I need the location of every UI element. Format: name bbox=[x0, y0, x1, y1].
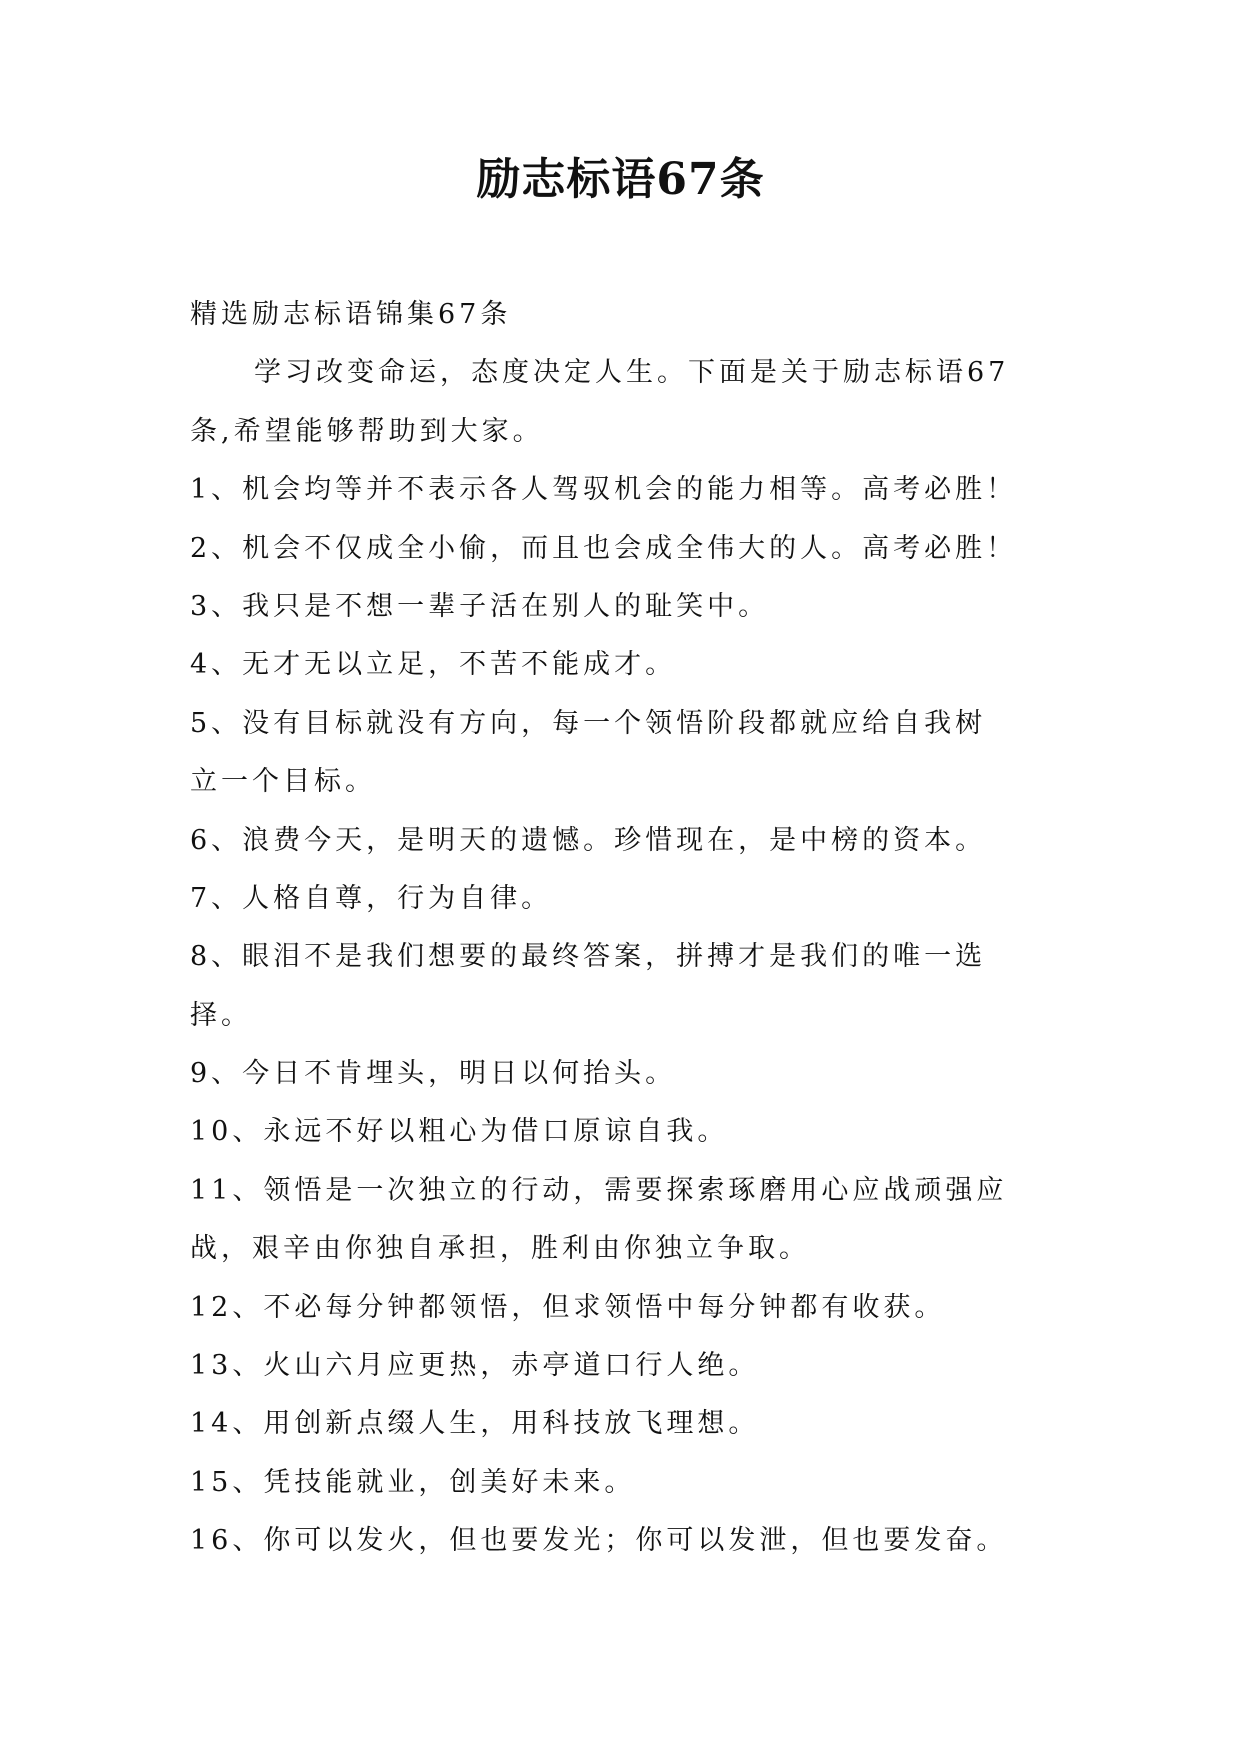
slogan-line-5-continued: 立一个目标。 bbox=[190, 766, 376, 798]
slogan-line-9: 9、今日不肯埋头，明日以何抬头。 bbox=[190, 1058, 677, 1090]
slogan-line-16: 16、你可以发火，但也要发光；你可以发泄，但也要发奋。 bbox=[190, 1525, 1008, 1557]
slogan-line-11-continued: 战，艰辛由你独自承担，胜利由你独立争取。 bbox=[190, 1233, 810, 1265]
slogan-line-13: 13、火山六月应更热，赤亭道口行人绝。 bbox=[190, 1350, 760, 1382]
slogan-line-8: 8、眼泪不是我们想要的最终答案，拼搏才是我们的唯一选 bbox=[190, 941, 987, 973]
intro-line: 学习改变命运，态度决定人生。下面是关于励志标语67 bbox=[254, 357, 1010, 389]
slogan-line-12: 12、不必每分钟都领悟，但求领悟中每分钟都有收获。 bbox=[190, 1291, 946, 1323]
slogan-line-11: 11、领悟是一次独立的行动，需要探索琢磨用心应战顽强应 bbox=[190, 1174, 1008, 1206]
slogan-line-15: 15、凭技能就业，创美好未来。 bbox=[190, 1466, 636, 1498]
slogan-line-1: 1、机会均等并不表示各人驾驭机会的能力相等。高考必胜！ bbox=[190, 474, 1018, 506]
slogan-line-6: 6、浪费今天，是明天的遗憾。珍惜现在，是中榜的资本。 bbox=[190, 824, 987, 856]
slogan-line-10: 10、永远不好以粗心为借口原谅自我。 bbox=[190, 1116, 729, 1148]
slogan-line-7: 7、人格自尊，行为自律。 bbox=[190, 882, 553, 914]
slogan-line-4: 4、无才无以立足，不苦不能成才。 bbox=[190, 649, 677, 681]
slogan-line-3: 3、我只是不想一辈子活在别人的耻笑中。 bbox=[190, 590, 770, 622]
page-title: 励志标语67条 bbox=[476, 154, 765, 205]
intro-line-continued: 条,希望能够帮助到大家。 bbox=[190, 415, 544, 447]
document-body bbox=[190, 286, 1060, 1571]
slogan-line-14: 14、用创新点缀人生，用科技放飞理想。 bbox=[190, 1408, 760, 1440]
slogan-line-8-continued: 择。 bbox=[190, 999, 252, 1031]
subtitle-line: 精选励志标语锦集67条 bbox=[190, 299, 512, 330]
slogan-line-2: 2、机会不仅成全小偷，而且也会成全伟大的人。高考必胜！ bbox=[190, 532, 1018, 564]
slogan-line-5: 5、没有目标就没有方向，每一个领悟阶段都就应给自我树 bbox=[190, 707, 987, 739]
